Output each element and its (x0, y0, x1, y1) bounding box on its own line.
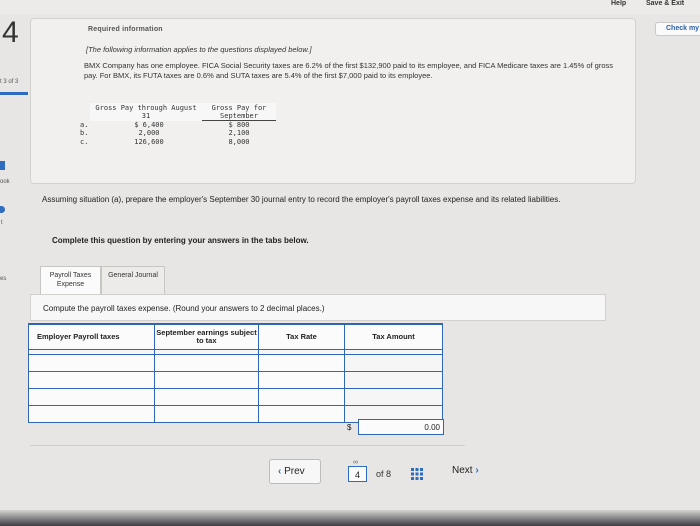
gross-pay-through-header: Gross Pay through August 31 (90, 103, 202, 121)
col-header-september-earnings: September earnings subject to tax (155, 324, 259, 349)
row-label: c. (80, 137, 89, 146)
employer-taxes-input[interactable] (29, 354, 155, 371)
employer-taxes-input[interactable] (29, 405, 155, 422)
row-label: a. (80, 120, 89, 129)
col-header-tax-amount: Tax Amount (345, 324, 443, 349)
employer-taxes-input[interactable] (29, 371, 155, 388)
total-tax-amount: 0.00 (358, 419, 444, 435)
col-header-employer-taxes: Employer Payroll taxes (29, 324, 155, 349)
table-row (29, 354, 443, 371)
part-progress-bar (0, 92, 28, 95)
chevron-left-icon: ‹ (278, 466, 282, 477)
tax-rate-input[interactable] (259, 405, 345, 422)
info-intro: [The following information applies to the questions displayed below.] (86, 45, 312, 54)
complete-instruction: Complete this question by entering your answers in the tabs below. (52, 236, 309, 245)
question-prompt: Assuming situation (a), prepare the employer's September 30 journal entry to record the employer's payroll taxes expense and its related liabilities. (42, 195, 561, 204)
gross-pay-for-value: $ 800 (228, 121, 250, 129)
link-icon: ∞ (353, 459, 358, 466)
employer-taxes-input[interactable] (29, 388, 155, 405)
tab-general-journal[interactable]: General Journal (101, 266, 165, 294)
col-header-tax-rate: Tax Rate (259, 324, 345, 349)
september-earnings-input[interactable] (155, 371, 259, 388)
next-label: Next (452, 465, 473, 476)
payroll-taxes-grid (28, 323, 443, 423)
tax-rate-input[interactable] (259, 388, 345, 405)
tax-amount-cell (345, 388, 443, 405)
row-label: b. (80, 129, 89, 138)
gross-pay-label-header (78, 103, 90, 121)
prev-button[interactable] (269, 459, 321, 484)
sidebar-arrow-icon[interactable] (0, 206, 5, 213)
tax-amount-cell (345, 371, 443, 388)
table-row (78, 121, 276, 130)
gross-pay-table (78, 103, 276, 146)
sidebar-references-link[interactable]: es (0, 276, 7, 282)
current-page-input[interactable]: 4 (348, 466, 367, 482)
divider (30, 445, 465, 446)
table-row (29, 388, 443, 405)
required-information-panel (30, 18, 636, 184)
september-earnings-input[interactable] (155, 354, 259, 371)
page-of-total: of 8 (376, 469, 392, 479)
question-number: 4 (2, 16, 19, 49)
table-row (78, 138, 276, 146)
gross-pay-for-header: Gross Pay for September (202, 103, 276, 121)
gross-pay-for-value: 2,100 (228, 129, 250, 138)
info-description: BMX Company has one employee. FICA Social Security taxes are 6.2% of the first $132,900 paid to its employee, and FICA Medicare taxes are 1.45% of gross pay. For BMX, its FUTA taxes are 0.6% and SUTA taxes are 5.4% of the first $7,000 paid to its employee. (84, 61, 614, 80)
tax-rate-input[interactable] (259, 371, 345, 388)
chevron-right-icon: › (475, 465, 479, 476)
table-row (78, 129, 276, 137)
table-row (29, 371, 443, 388)
next-button[interactable] (443, 459, 501, 484)
sidebar-t-label: t (1, 220, 3, 226)
september-earnings-input[interactable] (155, 405, 259, 422)
sidebar-marker (0, 161, 5, 170)
save-exit-link[interactable]: Save & Exit (646, 0, 685, 7)
help-link[interactable]: Help (611, 0, 627, 7)
sidebar-ebook-link[interactable]: ook (0, 179, 10, 185)
required-info-heading: Required information (88, 26, 163, 33)
gross-pay-through-value: 126,600 (134, 137, 164, 146)
bottom-edge (0, 510, 700, 526)
page-indicator (343, 458, 431, 486)
tax-amount-cell (345, 354, 443, 371)
grid-view-icon[interactable] (411, 468, 423, 480)
prev-label: Prev (284, 466, 305, 477)
check-my-work-button[interactable]: Check my (655, 22, 700, 36)
gross-pay-through-value: 2,000 (138, 129, 160, 138)
september-earnings-input[interactable] (155, 388, 259, 405)
top-bar (0, 0, 700, 14)
tax-rate-input[interactable] (259, 354, 345, 371)
tab-instruction: Compute the payroll taxes expense. (Round your answers to 2 decimal places.) (30, 294, 606, 321)
gross-pay-through-value: $ 6,400 (134, 120, 164, 129)
gross-pay-for-value: 8,000 (228, 137, 250, 146)
part-progress: t 3 of 3 (0, 79, 19, 85)
tab-payroll-taxes-expense[interactable]: Payroll Taxes Expense (40, 266, 101, 294)
total-currency-symbol: $ (347, 423, 352, 432)
